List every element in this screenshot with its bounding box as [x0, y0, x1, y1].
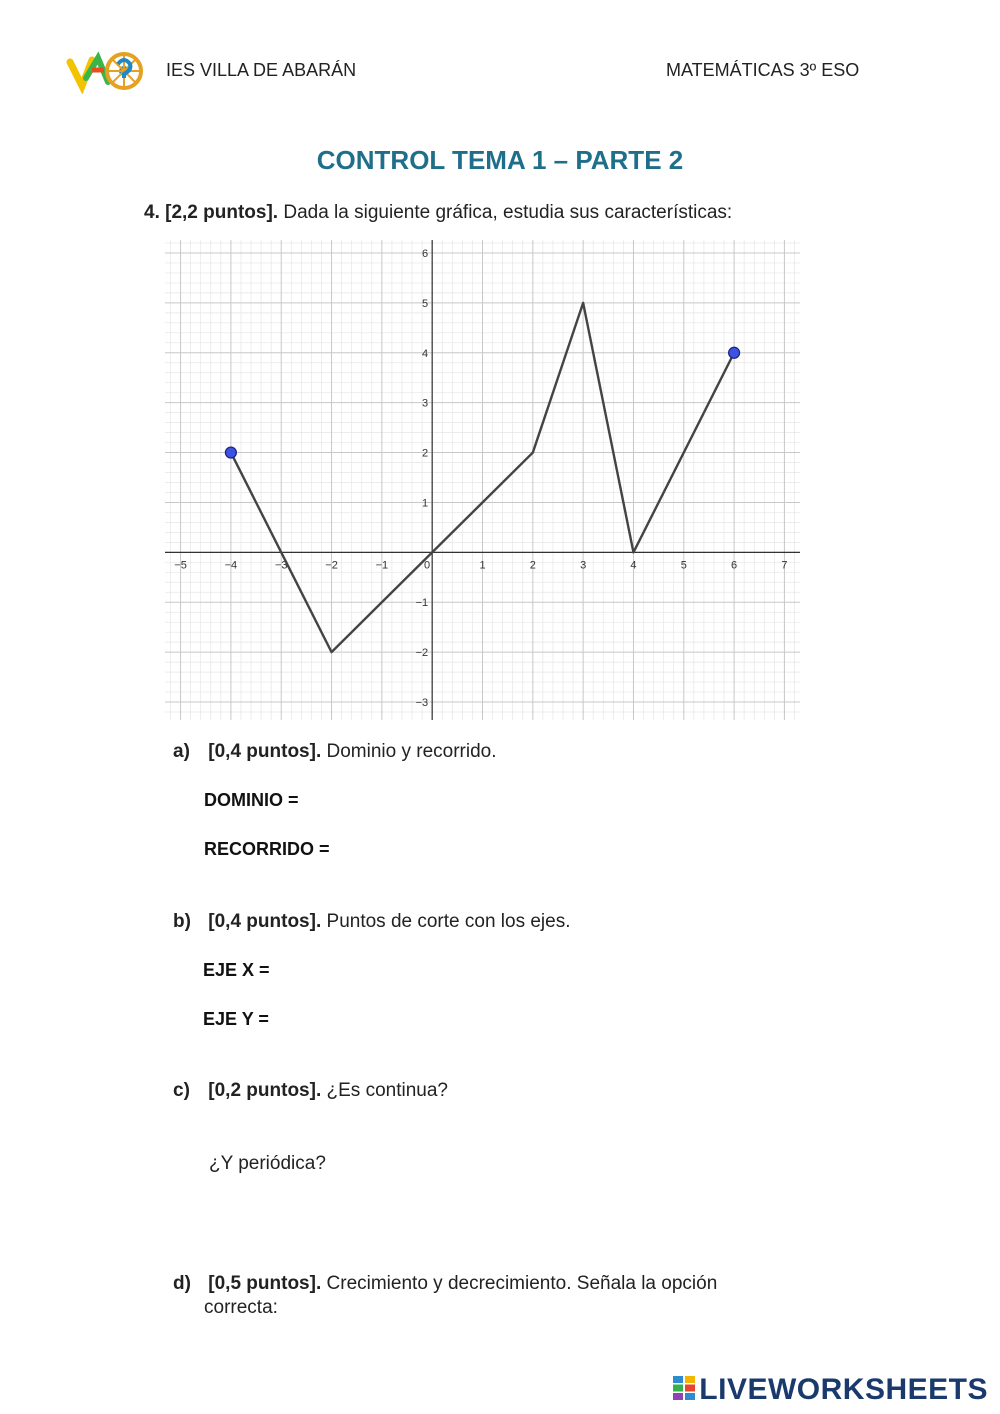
- major-grid: [165, 240, 800, 720]
- y-tick-label: −3: [415, 697, 429, 710]
- part-d-label: d): [173, 1273, 191, 1294]
- x-tick-label: 5: [680, 559, 687, 572]
- y-tick-label: 4: [422, 347, 429, 360]
- x-tick-label: −2: [325, 559, 338, 572]
- part-c-label: c): [173, 1080, 190, 1101]
- dominio-field[interactable]: DOMINIO =: [204, 790, 299, 810]
- x-tick-label: 6: [731, 559, 738, 572]
- eje-x-field[interactable]: EJE X =: [203, 960, 270, 980]
- subject-name: MATEMÁTICAS 3º ESO: [666, 60, 860, 80]
- x-tick-label: 2: [529, 559, 536, 572]
- y-tick-label: 6: [422, 247, 429, 260]
- endpoint-marker: [225, 447, 236, 458]
- page-title: CONTROL TEMA 1 – PARTE 2: [316, 145, 684, 175]
- endpoint-marker: [729, 347, 740, 358]
- part-d-text: Crecimiento y decrecimiento. Señala la opción: [326, 1273, 718, 1294]
- part-b-points: [0,4 puntos].: [208, 911, 322, 932]
- part-a: [173, 741, 497, 763]
- part-c: [173, 1080, 448, 1102]
- x-tick-label: 7: [781, 559, 788, 572]
- part-d-points: [0,5 puntos].: [208, 1273, 322, 1294]
- x-tick-label: 0: [424, 559, 431, 572]
- x-tick-label: 4: [630, 559, 637, 572]
- y-tick-label: 5: [422, 297, 429, 310]
- function-graph-svg: [165, 240, 800, 720]
- question-4: [144, 202, 732, 224]
- x-tick-label: 1: [479, 559, 486, 572]
- liveworksheets-wordmark: LIVEWORKSHEETS: [699, 1373, 988, 1406]
- function-graph: [165, 240, 800, 720]
- liveworksheets-logo-icon: [673, 1376, 695, 1405]
- recorrido-field[interactable]: RECORRIDO =: [204, 839, 330, 859]
- school-name: IES VILLA DE ABARÁN: [166, 60, 357, 80]
- x-tick-label: −4: [224, 559, 238, 572]
- x-tick-label: −3: [274, 559, 288, 572]
- part-b-text: Puntos de corte con los ejes.: [326, 911, 571, 932]
- y-tick-label: −1: [415, 597, 429, 610]
- question-4-text: Dada la siguiente gráfica, estudia sus características:: [283, 202, 733, 223]
- part-c-periodic-question: ¿Y periódica?: [209, 1153, 326, 1174]
- part-d: [173, 1273, 717, 1295]
- part-b: [173, 911, 571, 933]
- part-b-label: b): [173, 911, 191, 932]
- y-tick-label: 3: [422, 397, 429, 410]
- part-c-text: ¿Es continua?: [326, 1080, 448, 1101]
- part-a-text: Dominio y recorrido.: [326, 741, 497, 762]
- y-tick-label: 2: [422, 447, 429, 460]
- y-tick-label: −2: [415, 647, 429, 660]
- part-c-points: [0,2 puntos].: [208, 1080, 322, 1101]
- x-tick-label: −1: [375, 559, 389, 572]
- question-4-number: 4. [2,2 puntos].: [144, 202, 279, 223]
- y-tick-label: 1: [422, 497, 429, 510]
- x-tick-label: 3: [580, 559, 587, 572]
- liveworksheets-brand: [673, 1374, 988, 1406]
- eje-y-field[interactable]: EJE Y =: [203, 1009, 269, 1029]
- x-tick-label: −5: [174, 559, 187, 572]
- part-a-label: a): [173, 741, 190, 762]
- part-d-text-continued: correcta:: [204, 1297, 278, 1318]
- school-logo: [66, 48, 144, 94]
- part-a-points: [0,4 puntos].: [208, 741, 322, 762]
